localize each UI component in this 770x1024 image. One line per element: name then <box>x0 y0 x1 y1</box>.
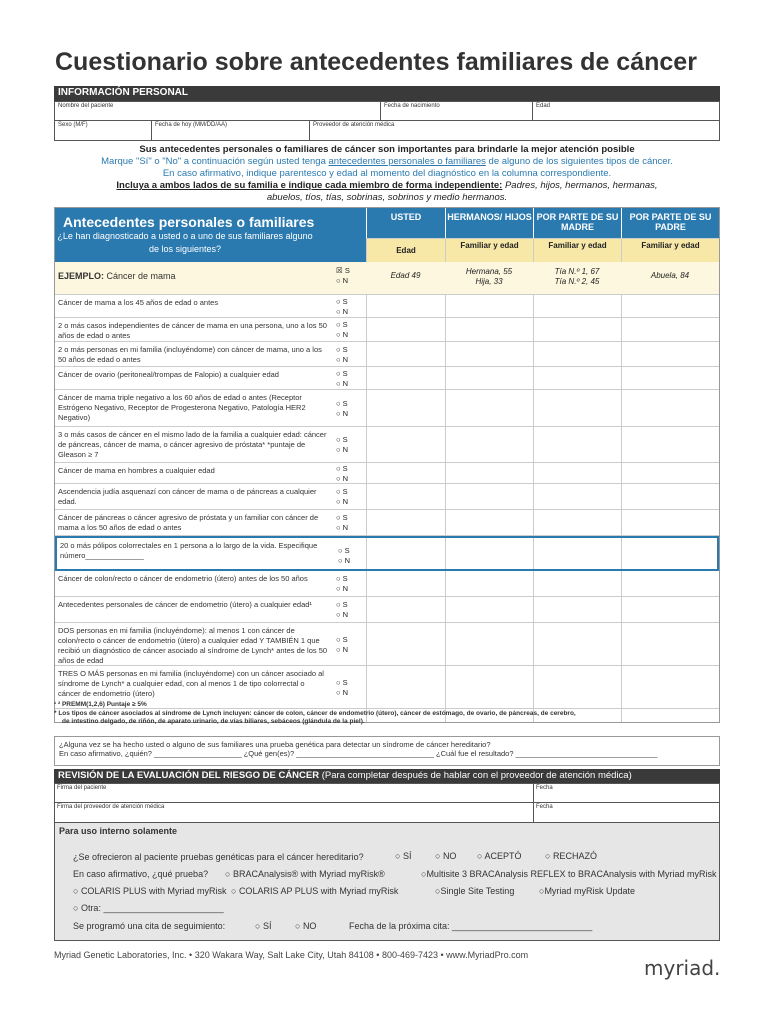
yes-no-radio[interactable]: ○ S ○ N <box>336 320 349 339</box>
subcol-edad: Edad <box>366 238 445 262</box>
table-row <box>55 367 719 390</box>
opt-acepto[interactable]: ○ ACEPTÓ <box>477 851 522 861</box>
row-question: 3 o más casos de cáncer en el mismo lado de la familia a cualquier edad: cáncer de páncreas, cáncer de mama, o cáncer agresivo de próstata* *puntaje de Gleason ≥ 7 <box>58 430 327 459</box>
date-field-2[interactable]: Fecha <box>533 803 719 822</box>
intro-line-4: Incluya a ambos lados de su familia e indique cada miembro de forma independiente: Padres, hijos, hermanos, hermanas, <box>116 180 658 191</box>
myriad-logo: myriad. <box>644 956 721 980</box>
row-question: Cáncer de mama triple negativo a los 60 años de edad o antes (Receptor Estrógeno Negativo, Receptor de Progesterona Negativo, Patología HER2 Negativo) <box>58 393 306 422</box>
row-question: 20 o más pólipos colorrectales en 1 persona a lo largo de la vida. Especifique número______________ <box>60 541 318 560</box>
personal-info-header: INFORMACIÓN PERSONAL <box>54 86 720 101</box>
row-question: 2 o más casos independientes de cáncer de mama en una persona, uno a los 50 años de edad o antes <box>58 321 327 340</box>
example-madre: Tía N.º 1, 67 Tía N.º 2, 45 <box>554 267 600 286</box>
example-padre: Abuela, 84 <box>650 271 690 280</box>
internal-use-label: Para uso interno solamente <box>59 826 178 836</box>
yes-no-radio[interactable]: ○ S ○ N <box>336 463 349 483</box>
yes-no-radio[interactable]: ○ S ○ N <box>336 398 349 418</box>
yes-no-radio[interactable]: ○ S ○ N <box>336 435 349 454</box>
date-field-1[interactable]: Fecha <box>533 784 719 802</box>
footnote-1: ¹ ² PREMM(1,2,6) Puntaje ≥ 5% <box>54 701 147 708</box>
intro-line-2: Marque "Sí" o "No" a continuación según usted tenga antecedentes personales o familiares de alguno de los siguientes tipos de cáncer. <box>101 156 673 167</box>
followup-no[interactable]: ○ NO <box>295 921 317 931</box>
intro-text <box>54 144 720 204</box>
table-row <box>55 536 719 571</box>
table-row <box>55 510 719 536</box>
test-myrisk-update[interactable]: ○Myriad myRisk Update <box>539 886 635 896</box>
row-question: Cáncer de mama en hombres a cualquier edad <box>58 466 215 475</box>
yes-no-radio[interactable]: ○ S ○ N <box>336 487 349 506</box>
review-row-patient <box>55 784 719 803</box>
col-padre: POR PARTE DE SU PADRE <box>621 208 719 238</box>
yes-no-radio[interactable]: ○ S ○ N <box>336 368 349 388</box>
q-which-test: En caso afirmativo, ¿qué prueba? <box>73 869 209 879</box>
table-row <box>55 390 719 427</box>
table-row <box>55 318 719 342</box>
subcol-hermanos: Familiar y edad <box>445 238 533 262</box>
test-multisite[interactable]: ○Multisite 3 BRACAnalysis REFLEX to BRACAnalysis with Myriad myRisk <box>421 869 717 879</box>
opt-si[interactable]: ○ SÍ <box>395 851 412 861</box>
followup-si[interactable]: ○ SÍ <box>255 921 272 931</box>
row-question: Antecedentes personales de cáncer de endometrio (útero) a cualquier edad¹ <box>58 600 312 609</box>
subcol-madre: Familiar y edad <box>533 238 621 262</box>
table-row <box>55 427 719 463</box>
subcol-padre: Familiar y edad <box>621 238 719 262</box>
row-question: DOS personas en mi familia (incluyéndome): al menos 1 con cáncer de colon/recto o cáncer de endometrio (útero) a cualquier edad Y TAMBIÉN 1 que recibió un diagnóstico de cáncer asociado al síndrome de Lynch* antes de los 50 años de edad <box>58 626 328 665</box>
table-row <box>55 571 719 597</box>
test-other[interactable]: ○ Otra: ________________________ <box>73 903 224 913</box>
sex-field[interactable]: Sexo (M/F) <box>55 121 152 140</box>
test-colaris[interactable]: ○ COLARIS PLUS with Myriad myRisk <box>73 886 227 896</box>
yes-no-radio[interactable]: ○ S ○ N <box>336 296 349 316</box>
today-date-field[interactable]: Fecha de hoy (MM/DD/AA) <box>152 121 310 140</box>
table-row <box>55 342 719 367</box>
intro-line-3: En caso afirmativo, indique parentesco y edad al momento del diagnóstico en la columna correspondiente. <box>162 168 612 179</box>
row-question: Cáncer de ovario (peritoneal/trompas de Falopio) a cualquier edad <box>58 370 279 379</box>
genetic-q1: ¿Alguna vez se ha hecho usted o alguno de sus familiares una prueba genética para detectar un síndrome de cáncer hereditario? <box>59 740 491 749</box>
row-question: Cáncer de páncreas o cáncer agresivo de próstata y un familiar con cáncer de mama a los 50 años de edad o antes <box>58 513 319 532</box>
row-question: Cáncer de colon/recto o cáncer de endometrio (útero) antes de los 50 años <box>58 574 308 583</box>
row-question: 2 o más personas en mi familia (incluyéndome) con cáncer de mama, uno a los 50 años de edad o antes <box>58 345 322 364</box>
review-row-provider <box>55 803 719 823</box>
opt-rechazo[interactable]: ○ RECHAZÓ <box>545 851 597 861</box>
col-madre: POR PARTE DE SU MADRE <box>533 208 621 238</box>
intro-line-1: Sus antecedentes personales o familiares de cáncer son importantes para brindarle la mejor atención posible <box>139 144 635 155</box>
col-hermanos: HERMANOS/ HIJOS <box>445 208 533 238</box>
genetic-test-box <box>54 736 720 766</box>
col-usted: USTED <box>366 208 445 238</box>
row-question: Ascendencia judía asquenazí con cáncer de mama o de páncreas a cualquier edad. <box>58 487 317 506</box>
patient-name-field[interactable]: Nombre del paciente <box>55 102 381 121</box>
test-colaris-ap[interactable]: ○ COLARIS AP PLUS with Myriad myRisk <box>231 886 399 896</box>
patient-signature-field[interactable]: Firma del paciente <box>57 785 107 791</box>
intro-line-5: abuelos, tíos, tías, sobrinas, sobrinos y medio hermanos. <box>266 192 508 203</box>
q-offered: ¿Se ofrecieron al paciente pruebas genéticas para el cáncer hereditario? <box>73 852 364 862</box>
table-row <box>55 484 719 510</box>
yes-no-radio[interactable]: ○ S ○ N <box>336 677 349 697</box>
table-row <box>55 597 719 623</box>
age-field[interactable]: Edad <box>533 102 719 121</box>
table-header-title: Antecedentes personales o familiares ¿Le han diagnosticado a usted o a uno de sus familiares alguno de los siguientes? <box>55 208 366 262</box>
yes-no-radio[interactable]: ○ S ○ N <box>336 600 349 619</box>
genetic-q2[interactable]: En caso afirmativo, ¿quién? _____________________ ¿Qué gen(es)? _________________________________ ¿Cuál fue el resultado? __________________________________ <box>59 749 658 758</box>
review-section <box>54 783 720 941</box>
table-row <box>55 295 719 318</box>
next-appointment[interactable]: Fecha de la próxima cita: ____________________________ <box>349 921 593 931</box>
table-row <box>55 623 719 666</box>
test-single-site[interactable]: ○Single Site Testing <box>435 886 515 896</box>
row-question: TRES O MÁS personas en mi familia (incluyéndome) con un cáncer asociado al síndrome de Lynch* a cualquier edad, con al menos 1 de tipo colorrectal o cáncer de endometrio (útero) <box>58 669 324 698</box>
yes-no-radio[interactable]: ○ S ○ N <box>336 634 349 654</box>
history-table <box>54 207 720 723</box>
footer-address: Myriad Genetic Laboratories, Inc. • 320 Wakara Way, Salt Lake City, Utah 84108 • 800-469-7423 • www.MyriadPro.com <box>54 950 529 960</box>
q-followup: Se programó una cita de seguimiento: <box>73 921 226 931</box>
example-usted: Edad 49 <box>390 271 421 280</box>
review-header: REVISIÓN DE LA EVALUACIÓN DEL RIESGO DE CÁNCER (Para completar después de hablar con el proveedor de atención médica) <box>54 769 720 783</box>
yes-no-radio[interactable]: ○ S ○ N <box>336 574 349 593</box>
provider-field[interactable]: Proveedor de atención médica <box>313 122 395 128</box>
page-title: Cuestionario sobre antecedentes familiares de cáncer <box>55 48 697 76</box>
yes-no-radio[interactable]: ○ S ○ N <box>336 344 349 364</box>
personal-info-grid <box>54 101 720 141</box>
provider-signature-field[interactable]: Firma del proveedor de atención médica <box>57 804 165 810</box>
birthdate-field[interactable]: Fecha de nacimiento <box>381 102 533 121</box>
yes-no-radio[interactable]: ○ S ○ N <box>336 513 349 532</box>
yes-no-radio[interactable]: ○ S ○ N <box>338 545 351 565</box>
row-question: Cáncer de mama a los 45 años de edad o antes <box>58 298 219 307</box>
opt-no[interactable]: ○ NO <box>435 851 457 861</box>
example-row <box>55 262 719 295</box>
footnote-2: * Los tipos de cáncer asociados al síndrome de Lynch incluyen: cáncer de colon, cáncer de endometrio (útero), cáncer de estómago, de ovario, de páncreas, de cerebro, <box>54 710 576 717</box>
test-bracanalysis[interactable]: ○ BRACAnalysis® with Myriad myRisk® <box>225 869 385 879</box>
table-row <box>55 666 719 709</box>
example-hermanos: Hermana, 55 Hija, 33 <box>465 267 513 286</box>
table-row <box>55 463 719 484</box>
example-label: EJEMPLO: Cáncer de mama <box>58 271 176 281</box>
example-sn: ☒ S ○ N <box>336 266 350 285</box>
footnote-3: de intestino delgado, de riñón, de aparato urinario, de vías biliares, sebáceos (glándula de la piel). <box>62 718 365 725</box>
